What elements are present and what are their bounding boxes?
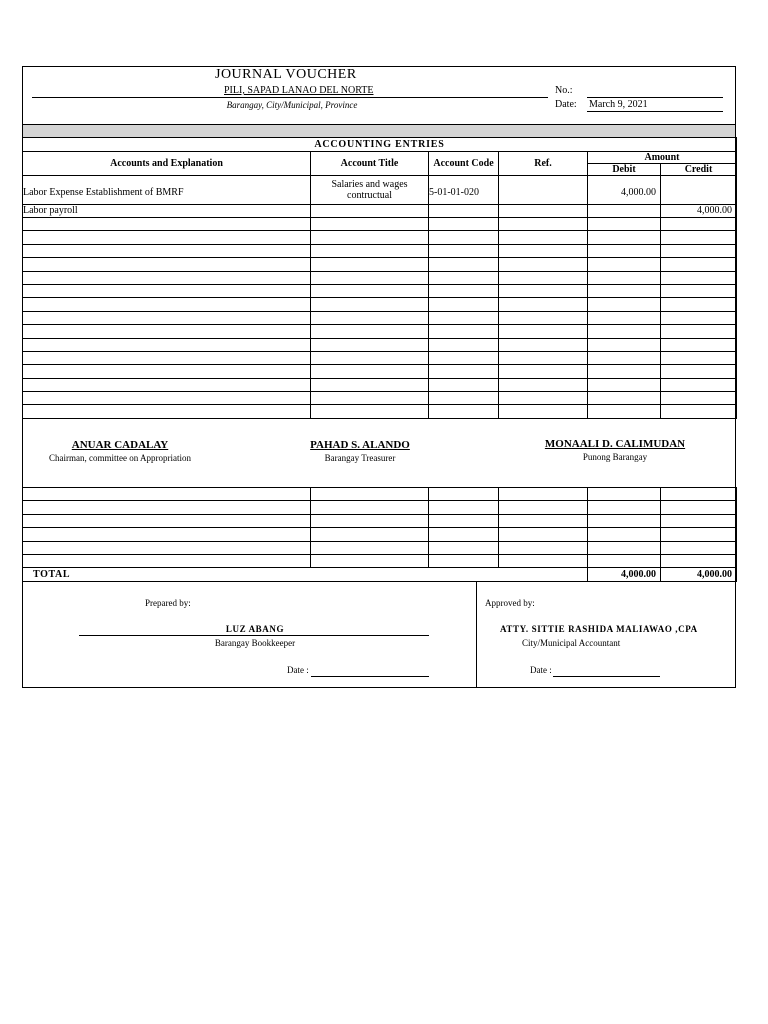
- table-cell: [499, 271, 588, 284]
- table-cell: [661, 501, 737, 514]
- col-header-credit: Credit: [661, 163, 737, 175]
- table-row: [23, 271, 737, 284]
- prepared-label: Prepared by:: [145, 598, 191, 608]
- table-row: [23, 218, 737, 231]
- table-cell: [23, 365, 311, 378]
- table-cell: [429, 541, 499, 554]
- table-cell: [429, 244, 499, 257]
- table-cell: [661, 325, 737, 338]
- entry-ref: [499, 204, 588, 218]
- table-cell: [499, 392, 588, 405]
- table-cell: [23, 244, 311, 257]
- approved-date-label: Date :: [530, 665, 552, 675]
- table-cell: [588, 541, 661, 554]
- table-cell: [588, 258, 661, 271]
- table-cell: [23, 338, 311, 351]
- signatory-left-border: [22, 419, 23, 487]
- table-cell: [588, 231, 661, 244]
- table-cell: [588, 325, 661, 338]
- table-cell: [661, 488, 737, 501]
- table-cell: [429, 311, 499, 324]
- table-cell: [311, 405, 429, 418]
- table-cell: [499, 365, 588, 378]
- table-cell: [311, 244, 429, 257]
- table-cell: [661, 284, 737, 297]
- entry-ref: [499, 175, 588, 204]
- table-cell: [311, 298, 429, 311]
- table-cell: [311, 325, 429, 338]
- table-cell: [588, 514, 661, 527]
- approved-date-line[interactable]: [553, 676, 660, 677]
- table-cell: [429, 325, 499, 338]
- prepared-signature-line: [79, 635, 429, 636]
- table-row: [23, 528, 737, 541]
- table-row: [23, 298, 737, 311]
- footer-divider: [476, 581, 477, 688]
- table-cell: [429, 284, 499, 297]
- table-cell: [499, 405, 588, 418]
- table-cell: [311, 338, 429, 351]
- col-header-code: Account Code: [429, 151, 499, 175]
- entry-code: 5-01-01-020: [429, 175, 499, 204]
- table-cell: [429, 392, 499, 405]
- table-cell: [429, 258, 499, 271]
- table-cell: [661, 271, 737, 284]
- approved-name: ATTY. SITTIE RASHIDA MALIAWAO ,CPA: [500, 624, 698, 634]
- table-cell: [499, 284, 588, 297]
- table-cell: [23, 514, 311, 527]
- table-cell: [661, 541, 737, 554]
- table-cell: [23, 541, 311, 554]
- col-header-ref: Ref.: [499, 151, 588, 175]
- col-header-debit: Debit: [588, 163, 661, 175]
- table-cell: [429, 514, 499, 527]
- table-cell: [311, 284, 429, 297]
- no-underline: [587, 97, 723, 98]
- table-row: [23, 258, 737, 271]
- table-cell: [311, 378, 429, 391]
- approved-role: City/Municipal Accountant: [522, 638, 621, 648]
- table-cell: [23, 271, 311, 284]
- entry-credit: 4,000.00: [661, 204, 737, 218]
- table-cell: [429, 378, 499, 391]
- table-cell: [429, 501, 499, 514]
- table-cell: [499, 554, 588, 567]
- lower-entries-table: [22, 487, 737, 582]
- table-cell: [661, 231, 737, 244]
- table-cell: [588, 284, 661, 297]
- table-cell: [499, 338, 588, 351]
- table-cell: [311, 258, 429, 271]
- table-cell: [23, 378, 311, 391]
- signatory-role-1: Chairman, committee on Appropriation: [49, 453, 191, 463]
- table-cell: [588, 554, 661, 567]
- table-cell: [23, 218, 311, 231]
- table-cell: [311, 231, 429, 244]
- table-row: [23, 392, 737, 405]
- col-header-amount: Amount: [588, 151, 737, 163]
- table-cell: [499, 378, 588, 391]
- table-row: [23, 244, 737, 257]
- col-header-accounts: Accounts and Explanation: [23, 151, 311, 175]
- table-cell: [661, 218, 737, 231]
- table-cell: [499, 218, 588, 231]
- entry-credit: [661, 175, 737, 204]
- date-value[interactable]: March 9, 2021: [589, 99, 648, 110]
- table-cell: [499, 244, 588, 257]
- table-cell: [588, 298, 661, 311]
- table-cell: [661, 244, 737, 257]
- table-cell: [661, 514, 737, 527]
- signatory-role-2: Barangay Treasurer: [324, 453, 396, 463]
- table-cell: [661, 298, 737, 311]
- entry-title: [311, 204, 429, 218]
- table-cell: [23, 392, 311, 405]
- entry-explanation: Labor Expense Establishment of BMRF: [23, 175, 311, 204]
- entry-debit: 4,000.00: [588, 175, 661, 204]
- table-cell: [429, 218, 499, 231]
- table-cell: [429, 298, 499, 311]
- table-cell: [499, 325, 588, 338]
- table-cell: [311, 528, 429, 541]
- table-cell: [429, 528, 499, 541]
- table-cell: [588, 338, 661, 351]
- table-cell: [429, 554, 499, 567]
- signatory-role-3: Punong Barangay: [582, 452, 648, 462]
- table-cell: [429, 488, 499, 501]
- voucher-title: JOURNAL VOUCHER: [215, 67, 357, 82]
- table-cell: [23, 298, 311, 311]
- table-row: [23, 405, 737, 418]
- table-cell: [499, 351, 588, 364]
- table-cell: [23, 258, 311, 271]
- table-cell: [311, 392, 429, 405]
- table-cell: [23, 488, 311, 501]
- table-cell: [311, 514, 429, 527]
- table-cell: [311, 271, 429, 284]
- table-cell: [23, 284, 311, 297]
- table-cell: [429, 365, 499, 378]
- table-cell: [588, 218, 661, 231]
- table-cell: [429, 351, 499, 364]
- total-label: TOTAL: [23, 568, 588, 582]
- table-cell: [588, 501, 661, 514]
- table-cell: [499, 541, 588, 554]
- signatory-name-3: MONAALI D. CALIMUDAN: [544, 438, 686, 450]
- table-cell: [429, 231, 499, 244]
- location-underline: [32, 97, 548, 98]
- table-cell: [588, 351, 661, 364]
- table-row: [23, 514, 737, 527]
- table-cell: [661, 528, 737, 541]
- table-cell: [23, 528, 311, 541]
- table-row: [23, 175, 737, 204]
- table-cell: [661, 365, 737, 378]
- prepared-role: Barangay Bookkeeper: [214, 638, 296, 648]
- col-header-title: Account Title: [311, 151, 429, 175]
- table-cell: [588, 378, 661, 391]
- table-cell: [588, 392, 661, 405]
- table-row: [23, 311, 737, 324]
- table-cell: [661, 405, 737, 418]
- signatory-name-2: PAHAD S. ALANDO: [310, 439, 410, 451]
- table-cell: [311, 365, 429, 378]
- table-cell: [311, 501, 429, 514]
- date-underline: [587, 111, 723, 112]
- table-cell: [429, 338, 499, 351]
- table-cell: [429, 271, 499, 284]
- table-cell: [499, 258, 588, 271]
- table-row: [23, 365, 737, 378]
- table-cell: [23, 325, 311, 338]
- total-debit: 4,000.00: [588, 568, 661, 582]
- table-row: [23, 501, 737, 514]
- table-cell: [311, 541, 429, 554]
- table-cell: [499, 298, 588, 311]
- location-caption: Barangay, City/Municipal, Province: [226, 100, 358, 110]
- blank-rows: [23, 218, 737, 419]
- section-title: ACCOUNTING ENTRIES: [23, 138, 737, 152]
- entry-code: [429, 204, 499, 218]
- table-cell: [23, 311, 311, 324]
- table-row: [23, 541, 737, 554]
- table-row: [23, 325, 737, 338]
- total-credit: 4,000.00: [661, 568, 737, 582]
- table-cell: [499, 514, 588, 527]
- table-cell: [661, 351, 737, 364]
- table-cell: [661, 554, 737, 567]
- table-cell: [499, 311, 588, 324]
- table-row: [23, 204, 737, 218]
- table-cell: [661, 378, 737, 391]
- table-cell: [311, 311, 429, 324]
- gray-band: [23, 125, 735, 137]
- table-row: [23, 351, 737, 364]
- table-cell: [23, 554, 311, 567]
- table-cell: [499, 528, 588, 541]
- table-row: [23, 284, 737, 297]
- prepared-date-line[interactable]: [311, 676, 429, 677]
- table-cell: [661, 311, 737, 324]
- table-cell: [499, 488, 588, 501]
- table-cell: [588, 365, 661, 378]
- table-cell: [311, 554, 429, 567]
- table-row: [23, 338, 737, 351]
- table-cell: [588, 244, 661, 257]
- entry-explanation: Labor payroll: [23, 204, 311, 218]
- table-cell: [23, 405, 311, 418]
- table-cell: [23, 231, 311, 244]
- table-cell: [661, 258, 737, 271]
- table-cell: [499, 231, 588, 244]
- table-cell: [661, 392, 737, 405]
- accounting-entries-table: [22, 137, 737, 419]
- table-cell: [311, 218, 429, 231]
- table-row: [23, 488, 737, 501]
- table-cell: [23, 501, 311, 514]
- table-cell: [311, 488, 429, 501]
- entry-title: Salaries and wages contructual: [311, 175, 429, 204]
- table-cell: [588, 271, 661, 284]
- table-cell: [588, 528, 661, 541]
- prepared-date-label: Date :: [287, 665, 309, 675]
- table-cell: [588, 405, 661, 418]
- date-label: Date:: [555, 99, 577, 110]
- approved-label: Approved by:: [485, 598, 535, 608]
- signatory-name-1: ANUAR CADALAY: [71, 439, 169, 451]
- total-row: [23, 568, 737, 582]
- table-row: [23, 231, 737, 244]
- table-cell: [499, 501, 588, 514]
- location-text: PILI, SAPAD LANAO DEL NORTE: [224, 85, 374, 96]
- table-cell: [661, 338, 737, 351]
- table-row: [23, 378, 737, 391]
- entry-debit: [588, 204, 661, 218]
- voucher-no-label: No.:: [555, 85, 573, 96]
- table-row: [23, 554, 737, 567]
- table-cell: [588, 488, 661, 501]
- table-cell: [311, 351, 429, 364]
- table-cell: [588, 311, 661, 324]
- prepared-name: LUZ ABANG: [225, 624, 285, 634]
- table-cell: [23, 351, 311, 364]
- table-cell: [429, 405, 499, 418]
